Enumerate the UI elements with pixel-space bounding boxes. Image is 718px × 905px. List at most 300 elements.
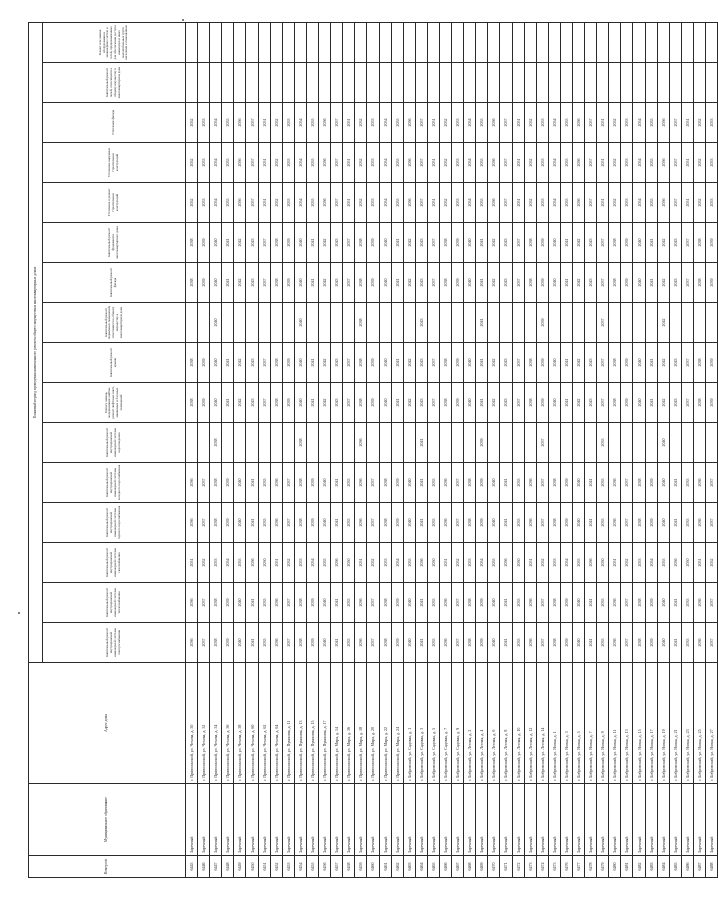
year-cell: 2041 [500, 463, 512, 503]
year-cell [524, 22, 536, 62]
year-cell [391, 423, 403, 463]
year-cell: 2041 [246, 583, 258, 623]
year-cell: 2053 [379, 543, 391, 583]
address-cell: г. Приволжский, ул. Мира, д. 16 [343, 663, 355, 784]
year-cell: 2038 [210, 623, 222, 663]
year-cell: 2053 [198, 183, 210, 223]
year-cell [585, 303, 597, 343]
year-cell: 2037 [343, 263, 355, 303]
year-cell [488, 423, 500, 463]
year-cell: 2039 [306, 463, 318, 503]
year-cell: 2050 [343, 543, 355, 583]
municipality-cell: Заречный [609, 784, 621, 856]
year-cell: 2038 [464, 623, 476, 663]
year-cell: 2041 [331, 623, 343, 663]
year-cell [573, 303, 585, 343]
year-cell: 2037 [706, 623, 718, 663]
year-cell: 2053 [621, 103, 633, 143]
municipality-cell: Заречный [706, 784, 718, 856]
year-cell: 2038 [186, 383, 198, 423]
year-cell: 2043 [415, 263, 427, 303]
year-cell: 2054 [210, 183, 222, 223]
table-row [633, 22, 645, 877]
year-cell: 2039 [306, 623, 318, 663]
year-cell: 2052 [439, 143, 451, 183]
year-cell: 2055 [476, 143, 488, 183]
year-cell: 2056 [573, 143, 585, 183]
row-number-cell: 6464 [415, 856, 427, 878]
year-cell: 2040 [548, 223, 560, 263]
year-cell: 2041 [645, 223, 657, 263]
row-number-cell: 6470 [488, 856, 500, 878]
year-cell: 2056 [415, 543, 427, 583]
year-cell: 2052 [270, 183, 282, 223]
year-cell: 2041 [500, 623, 512, 663]
year-cell: 2038 [379, 503, 391, 543]
year-cell [524, 63, 536, 103]
year-cell: 2040 [548, 383, 560, 423]
year-cell [476, 63, 488, 103]
year-cell: 2043 [669, 383, 681, 423]
year-cell: 2053 [452, 143, 464, 183]
municipality-cell: Заречный [464, 784, 476, 856]
year-cell: 2041 [306, 383, 318, 423]
year-cell: 2055 [476, 103, 488, 143]
year-cell: 2042 [234, 383, 246, 423]
row-number-cell: 6484 [657, 856, 669, 878]
address-cell: г. Бобровский, ул. Лесная, д. 12 [524, 663, 536, 784]
year-cell: 2051 [512, 183, 524, 223]
year-cell [379, 303, 391, 343]
year-cell [319, 63, 331, 103]
row-number-cell: 6459 [355, 856, 367, 878]
municipality-cell: Заречный [403, 784, 415, 856]
year-cell: 2054 [391, 543, 403, 583]
year-cell [693, 63, 705, 103]
year-cell: 2038 [548, 583, 560, 623]
year-cell: 2051 [427, 143, 439, 183]
year-cell: 2040 [379, 223, 391, 263]
year-cell [560, 63, 572, 103]
year-cell: 2053 [367, 183, 379, 223]
year-cell: 2052 [439, 103, 451, 143]
year-cell: 2039 [222, 463, 234, 503]
year-cell: 2056 [488, 143, 500, 183]
year-cell: 2035 [512, 463, 524, 503]
table-row [536, 22, 548, 877]
year-cell: 2037 [597, 263, 609, 303]
year-cell [536, 22, 548, 62]
year-cell [645, 63, 657, 103]
year-cell: 2040 [573, 583, 585, 623]
year-cell: 2037 [282, 623, 294, 663]
year-cell: 2040 [319, 623, 331, 663]
year-cell [657, 22, 669, 62]
row-number-cell: 6460 [367, 856, 379, 878]
year-cell [222, 303, 234, 343]
year-cell: 2035 [343, 623, 355, 663]
row-number-cell: 6475 [548, 856, 560, 878]
municipality-cell: Заречный [246, 784, 258, 856]
year-cell: 2041 [246, 503, 258, 543]
row-number-cell: 6462 [391, 856, 403, 878]
year-cell: 2037 [512, 223, 524, 263]
year-cell: 2035 [258, 503, 270, 543]
year-cell [270, 423, 282, 463]
year-cell: 2040 [573, 623, 585, 663]
year-cell: 2042 [488, 343, 500, 383]
year-cell: 2039 [391, 503, 403, 543]
row-number-cell: 6477 [573, 856, 585, 878]
year-cell: 2037 [621, 463, 633, 503]
year-cell: 2036 [355, 583, 367, 623]
year-cell: 2054 [379, 143, 391, 183]
year-cell [573, 63, 585, 103]
table-row [681, 22, 693, 877]
table-row [210, 22, 222, 877]
row-number-cell: 6476 [560, 856, 572, 878]
year-cell: 2038 [210, 583, 222, 623]
year-cell [222, 63, 234, 103]
year-cell [306, 303, 318, 343]
year-cell: 2039 [706, 263, 718, 303]
year-cell: 2039 [645, 623, 657, 663]
year-cell: 2039 [476, 583, 488, 623]
year-cell: 2054 [294, 143, 306, 183]
year-cell: 2036 [524, 583, 536, 623]
header-municipality: Муниципальное образование [29, 784, 186, 856]
year-cell [331, 423, 343, 463]
rotated-table-container [28, 23, 715, 878]
year-cell: 2055 [560, 103, 572, 143]
year-cell: 2041 [669, 623, 681, 663]
year-cell: 2043 [415, 383, 427, 423]
year-cell: 2038 [464, 463, 476, 503]
year-cell: 2052 [609, 103, 621, 143]
year-cell: 2051 [681, 103, 693, 143]
year-cell: 2040 [633, 383, 645, 423]
year-cell [681, 303, 693, 343]
year-cell [343, 303, 355, 343]
year-cell: 2055 [645, 143, 657, 183]
year-cell [621, 303, 633, 343]
year-cell: 2043 [246, 263, 258, 303]
year-cell: 2043 [246, 343, 258, 383]
table-row [693, 22, 705, 877]
row-number-cell: 6473 [524, 856, 536, 878]
year-cell: 2056 [331, 543, 343, 583]
year-cell [621, 423, 633, 463]
year-cell: 2050 [427, 543, 439, 583]
row-number-cell: 6465 [427, 856, 439, 878]
year-cell: 2041 [415, 583, 427, 623]
address-cell: г. Приволжский, ул. Пушкина, д. 17 [319, 663, 331, 784]
year-cell: 2054 [548, 103, 560, 143]
year-cell [282, 63, 294, 103]
address-cell: г. Приволжский, ул. Чехова, д. 62 [258, 663, 270, 784]
municipality-cell: Заречный [331, 784, 343, 856]
table-row [258, 22, 270, 877]
table-row [488, 22, 500, 877]
year-cell: 2051 [609, 543, 621, 583]
address-cell: г. Бобровский, ул. Новая, д. 25 [693, 663, 705, 784]
year-cell: 2038 [609, 263, 621, 303]
year-cell: 2040 [210, 303, 222, 343]
address-cell: г. Бобровский, ул. Садовая, д. 5 [427, 663, 439, 784]
year-cell [669, 303, 681, 343]
year-cell: 2056 [573, 183, 585, 223]
year-cell: 2041 [669, 503, 681, 543]
year-cell: 2042 [488, 263, 500, 303]
table-row [391, 22, 403, 877]
year-cell: 2041 [560, 223, 572, 263]
year-cell: 2039 [621, 223, 633, 263]
year-cell: 2039 [222, 623, 234, 663]
year-cell: 2037 [597, 223, 609, 263]
address-cell: г. Бобровский, ул. Новая, д. 19 [657, 663, 669, 784]
year-cell: 2040 [573, 503, 585, 543]
year-cell: 2040 [210, 223, 222, 263]
year-cell: 2039 [198, 343, 210, 383]
year-cell: 2051 [258, 183, 270, 223]
table-row [331, 22, 343, 877]
address-cell: г. Приволжский, ул. Чехова, д. 64 [270, 663, 282, 784]
municipality-cell: Заречный [391, 784, 403, 856]
year-cell: 2054 [560, 543, 572, 583]
year-cell: 2052 [609, 143, 621, 183]
year-cell: 2038 [633, 503, 645, 543]
year-cell [669, 63, 681, 103]
year-cell: 2052 [355, 143, 367, 183]
year-cell: 2053 [621, 183, 633, 223]
year-cell [306, 22, 318, 62]
year-cell: 2043 [585, 223, 597, 263]
year-cell: 2052 [706, 543, 718, 583]
year-cell [367, 423, 379, 463]
year-cell: 2053 [210, 543, 222, 583]
year-cell [391, 63, 403, 103]
year-cell: 2035 [597, 423, 609, 463]
year-cell: 2037 [367, 503, 379, 543]
year-cell: 2038 [609, 383, 621, 423]
year-cell: 2037 [198, 503, 210, 543]
year-cell: 2055 [645, 183, 657, 223]
year-cell: 2037 [597, 343, 609, 383]
year-cell: 2055 [560, 143, 572, 183]
year-cell: 2039 [560, 463, 572, 503]
municipality-cell: Заречный [234, 784, 246, 856]
year-cell: 2037 [681, 263, 693, 303]
year-cell: 2056 [403, 103, 415, 143]
year-cell: 2038 [270, 343, 282, 383]
year-cell: 2040 [403, 583, 415, 623]
year-cell: 2035 [343, 503, 355, 543]
year-cell: 2041 [585, 463, 597, 503]
year-cell: 2041 [669, 463, 681, 503]
header-col-12: Утепление и ремонт строительных конструкций [43, 183, 186, 223]
municipality-cell: Заречный [294, 784, 306, 856]
year-cell: 2043 [415, 223, 427, 263]
year-cell: 2051 [524, 543, 536, 583]
year-cell: 2038 [210, 463, 222, 503]
year-cell: 2041 [331, 503, 343, 543]
year-cell: 2042 [234, 343, 246, 383]
year-cell [319, 423, 331, 463]
year-cell: 2043 [415, 303, 427, 343]
year-cell: 2054 [548, 143, 560, 183]
row-number-cell: 6445 [186, 856, 198, 878]
year-cell [669, 22, 681, 62]
year-cell: 2041 [246, 463, 258, 503]
year-cell: 2039 [222, 503, 234, 543]
year-cell [367, 22, 379, 62]
year-cell: 2041 [560, 343, 572, 383]
year-cell: 2037 [452, 503, 464, 543]
year-cell [282, 423, 294, 463]
year-cell: 2036 [439, 463, 451, 503]
year-cell: 2035 [597, 623, 609, 663]
year-cell: 2052 [186, 183, 198, 223]
row-number-cell: 6481 [621, 856, 633, 878]
year-cell: 2037 [258, 383, 270, 423]
year-cell: 2052 [524, 183, 536, 223]
year-cell: 2054 [476, 543, 488, 583]
year-cell: 2040 [294, 383, 306, 423]
year-cell: 2054 [548, 183, 560, 223]
year-cell: 2041 [585, 503, 597, 543]
table-row [669, 22, 681, 877]
year-cell [500, 22, 512, 62]
year-cell: 2041 [415, 423, 427, 463]
year-cell: 2053 [633, 543, 645, 583]
year-cell [198, 22, 210, 62]
year-cell [512, 22, 524, 62]
year-cell [234, 423, 246, 463]
header-col-4: Капитальный ремонт внутридомовой инженерной системы горячего водоснабжения [43, 503, 186, 543]
year-cell: 2052 [186, 103, 198, 143]
table-row [355, 22, 367, 877]
year-cell: 2057 [415, 103, 427, 143]
year-cell: 2043 [331, 383, 343, 423]
year-cell: 2056 [403, 183, 415, 223]
year-cell: 2040 [488, 463, 500, 503]
year-cell: 2054 [379, 183, 391, 223]
header-col-9: Капитальный ремонт подвальных помещений, относящихся к общему имуществу в многоквартирном доме [43, 303, 186, 343]
table-row [512, 22, 524, 877]
year-cell: 2051 [258, 143, 270, 183]
year-cell: 2038 [609, 343, 621, 383]
year-cell [427, 303, 439, 343]
year-cell: 2041 [391, 343, 403, 383]
year-cell: 2037 [198, 623, 210, 663]
address-cell: г. Бобровский, ул. Садовая, д. 1 [403, 663, 415, 784]
year-cell: 2039 [536, 223, 548, 263]
year-cell: 2052 [693, 103, 705, 143]
year-cell: 2037 [706, 583, 718, 623]
year-cell: 2041 [585, 623, 597, 663]
address-cell: г. Приволжский, ул. Мира, д. 20 [367, 663, 379, 784]
year-cell: 2056 [500, 543, 512, 583]
municipality-cell: Заречный [669, 784, 681, 856]
year-cell: 2039 [198, 223, 210, 263]
year-cell: 2054 [464, 183, 476, 223]
year-cell [548, 423, 560, 463]
year-cell [464, 303, 476, 343]
year-cell: 2042 [319, 223, 331, 263]
year-cell [585, 423, 597, 463]
year-cell: 2041 [500, 503, 512, 543]
year-cell: 2037 [536, 503, 548, 543]
year-cell: 2052 [282, 543, 294, 583]
year-cell: 2037 [621, 623, 633, 663]
year-cell: 2040 [488, 503, 500, 543]
year-cell: 2039 [645, 583, 657, 623]
year-cell: 2040 [657, 423, 669, 463]
year-cell: 2055 [306, 183, 318, 223]
year-cell [585, 22, 597, 62]
year-cell: 2053 [198, 103, 210, 143]
year-cell: 2037 [597, 383, 609, 423]
municipality-cell: Заречный [585, 784, 597, 856]
year-cell [560, 22, 572, 62]
year-cell: 2038 [186, 343, 198, 383]
year-cell: 2037 [706, 503, 718, 543]
year-cell: 2057 [500, 143, 512, 183]
table-row [597, 22, 609, 877]
row-number-cell: 6454 [294, 856, 306, 878]
row-number-cell: 6471 [500, 856, 512, 878]
year-cell: 2041 [645, 343, 657, 383]
year-cell: 2040 [403, 623, 415, 663]
row-number-cell: 6486 [681, 856, 693, 878]
municipality-cell: Заречный [427, 784, 439, 856]
address-cell: г. Бобровский, ул. Лесная, д. 14 [536, 663, 548, 784]
year-cell: 2042 [403, 263, 415, 303]
address-cell: г. Бобровский, ул. Лесная, д. 2 [464, 663, 476, 784]
year-cell: 2055 [488, 543, 500, 583]
year-cell: 2054 [464, 103, 476, 143]
year-cell: 2056 [403, 143, 415, 183]
row-number-cell: 6457 [331, 856, 343, 878]
address-cell: г. Бобровский, ул. Лесная, д. 8 [500, 663, 512, 784]
year-cell [403, 22, 415, 62]
address-cell: г. Бобровский, ул. Новая, д. 15 [633, 663, 645, 784]
year-cell [669, 423, 681, 463]
year-cell: 2035 [427, 623, 439, 663]
year-cell: 2055 [403, 543, 415, 583]
year-cell: 2054 [633, 143, 645, 183]
year-cell: 2038 [633, 583, 645, 623]
year-cell: 2038 [294, 623, 306, 663]
year-cell: 2040 [319, 503, 331, 543]
table-row [343, 22, 355, 877]
header-col-1: Капитальный ремонт внутридомовой инженерной системы электроснабжения [43, 623, 186, 663]
year-cell: 2039 [452, 383, 464, 423]
year-cell: 2051 [597, 183, 609, 223]
year-cell [415, 22, 427, 62]
address-cell: г. Приволжский, ул. Пушкина, д. 13 [294, 663, 306, 784]
year-cell [367, 303, 379, 343]
year-cell: 2035 [427, 583, 439, 623]
row-number-cell: 6452 [270, 856, 282, 878]
year-cell: 2038 [633, 623, 645, 663]
year-cell: 2043 [669, 223, 681, 263]
year-cell: 2041 [415, 623, 427, 663]
year-cell: 2037 [198, 583, 210, 623]
header-col-3: Капитальный ремонт внутридомовой инженерной системы газоснабжения [43, 543, 186, 583]
year-cell [439, 22, 451, 62]
municipality-cell: Заречный [693, 784, 705, 856]
